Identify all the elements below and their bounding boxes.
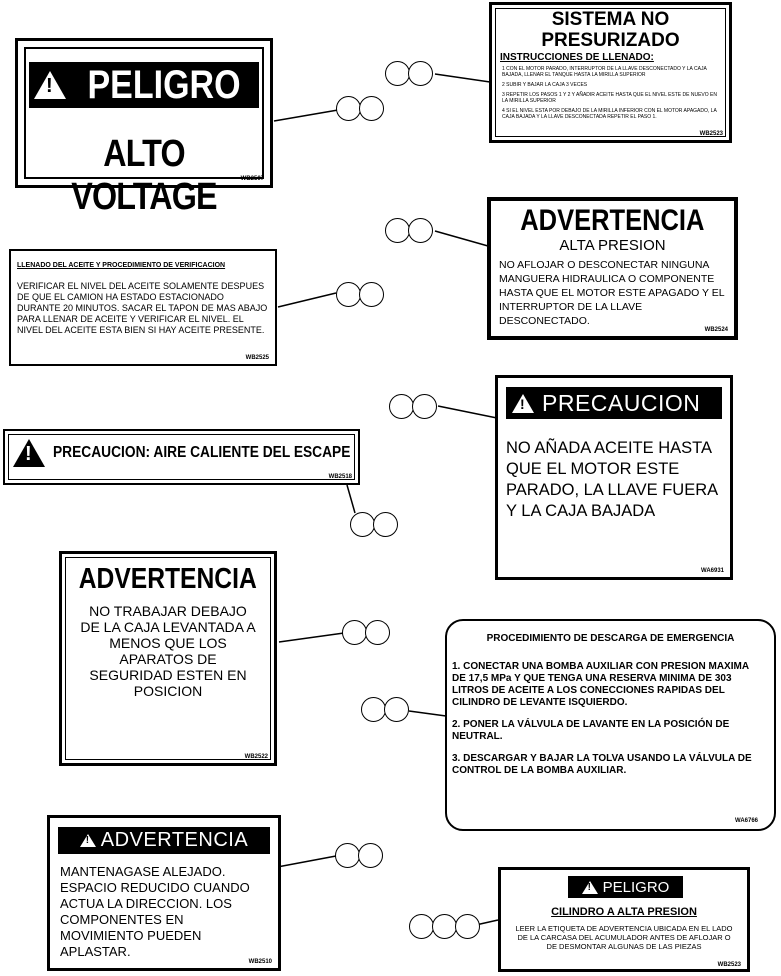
- decal-title: SISTEMA NO PRESURIZADO: [541, 9, 680, 51]
- steps-list: [452, 661, 764, 777]
- part-code: WB2523: [717, 962, 741, 968]
- decal-peligro-cilindro: [498, 867, 750, 972]
- callout-balloon: [385, 61, 431, 86]
- decal-advertencia-alta-presion: [487, 197, 738, 340]
- decal-title: LLENADO DEL ACEITE Y PROCEDIMIENTO DE VERIFICACION: [17, 262, 226, 269]
- warning-triangle-icon: [582, 881, 598, 894]
- callout-balloon: [385, 218, 431, 243]
- part-code: WB2507: [240, 176, 264, 182]
- callout-balloon: [335, 843, 381, 868]
- step-item: 4 SI EL NIVEL ESTA POR DEBAJO DE LA MIRILLA INFERIOR CON EL MOTOR APAGADO, LA CAJA BAJADA Y LA LLAVE DESCONECTADA REPETIR EL PASO 1.: [502, 108, 717, 120]
- decal-llenado-aceite: [9, 249, 277, 366]
- callout-balloon: [342, 620, 388, 645]
- decal-peligro-alto-voltage: [15, 38, 273, 218]
- decal-title: PROCEDIMIENTO DE DESCARGA DE EMERGENCIA: [486, 633, 735, 644]
- part-code: WB2523: [699, 131, 723, 137]
- decal-body: MANTENAGASE ALEJADO. ESPACIO REDUCIDO CUANDO ACTUA LA DIRECCION. LOS COMPONENTES EN MOVIMIENTO PUEDEN APLASTAR.: [60, 864, 250, 959]
- decal-subtitle: INSTRUCCIONES DE LLENADO:: [500, 52, 654, 63]
- warning-triangle-icon: [512, 394, 534, 413]
- callout-balloon: [336, 282, 382, 307]
- step-item: 1. CONECTAR UNA BOMBA AUXILIAR CON PRESION MAXIMA DE 17,5 MPa Y QUE TENGA UNA RESERVA MINIMA DE 303 LITROS DE ACEITE A LOS CONECCIONES RAPIDAS DEL CILINDRO DE LEVANTE ISQUIERDO.: [452, 661, 749, 708]
- callout-balloon: [336, 96, 382, 121]
- decal-advertencia-direccion: [47, 815, 281, 971]
- part-code: WA6766: [734, 818, 758, 824]
- decal-body: NO AÑADA ACEITE HASTA QUE EL MOTOR ESTE PARADO, LA LLAVE FUERA Y LA CAJA BAJADA: [506, 439, 718, 520]
- decal-row: ! PRECAUCION: AIRE CALIENTE DEL ESCAPE: [13, 439, 352, 467]
- decal-sistema-no-presurizado: [489, 2, 732, 143]
- decal-header: ADVERTENCIA: [78, 563, 258, 595]
- caution-header: ! PRECAUCION: [506, 387, 722, 419]
- warning-triangle-icon: [34, 71, 66, 99]
- step-item: 3 REPETIR LOS PASOS 1 Y 2 Y AÑADIR ACEITE HASTA QUE EL NIVEL ESTE DE NUEVO EN LA MIRILLA SUPERIOR: [502, 92, 717, 104]
- step-item: 3. DESCARGAR Y BAJAR LA TOLVA USANDO LA VÁLVULA DE CONTROL DE LA BOMBA AUXILIAR.: [452, 753, 752, 776]
- decal-body: NO TRABAJAR DEBAJO DE LA CAJA LEVANTADA A MENOS QUE LOS APARATOS DE SEGURIDAD ESTEN EN POSICION: [80, 603, 256, 699]
- step-item: 1 CON EL MOTOR PARADO, INTERRUPTOR DE LA LLAVE DESCONECTADO Y LA CAJA BAJADA, LLENAR EL TANQUE HASTA LA MIRILLA SUPERIOR: [502, 66, 707, 78]
- warning-triangle-icon: [80, 834, 96, 847]
- decal-header: ADVERTENCIA: [520, 204, 705, 237]
- step-item: 2 SUBIR Y BAJAR LA CAJA 3 VECES: [502, 82, 588, 88]
- decal-body: ALTO VOLTAGE: [71, 133, 217, 218]
- decal-subtitle: CILINDRO A ALTA PRESION: [551, 906, 697, 918]
- callout-balloon: [361, 697, 407, 722]
- decal-body: LEER LA ETIQUETA DE ADVERTENCIA UBICADA EN EL LADO DE LA CARCASA DEL ACUMULADOR ANTES DE AFLOJAR O DE DESMONTAR ALGUNAS DE LAS PIEZAS: [515, 924, 733, 951]
- decal-procedimiento-emergencia: [445, 619, 776, 831]
- callout-balloon-triple: [409, 914, 478, 939]
- part-code: WB2524: [704, 327, 728, 333]
- danger-header: ! PELIGRO: [568, 876, 683, 898]
- decal-body: NO AFLOJAR O DESCONECTAR NINGUNA MANGUERA HIDRAULICA O COMPONENTE HASTA QUE EL MOTOR ESTE APAGADO Y EL INTERRUPTOR DE LA LLAVE DESCONECTADO.: [499, 259, 725, 327]
- callout-balloon: [350, 512, 396, 537]
- part-code: WB2522: [244, 754, 268, 760]
- part-code: WA6931: [700, 568, 724, 574]
- decal-subheader: ALTA PRESION: [559, 237, 666, 254]
- decal-precaucion-aceite: [495, 375, 733, 580]
- step-item: 2. PONER LA VÁLVULA DE LAVANTE EN LA POSICIÓN DE NEUTRAL.: [452, 719, 730, 742]
- part-code: WB2525: [245, 355, 269, 361]
- part-code: WB2510: [248, 959, 272, 965]
- decal-body: VERIFICAR EL NIVEL DEL ACEITE SOLAMENTE DESPUES DE QUE EL CAMION HA ESTADO ESTACIONADO DURANTE 20 MINUTOS. SACAR EL TAPON DE MAS ABAJO PARA LLENAR DE ACEITE Y VERIFICAR EL NIVEL. EL NIVEL DEL ACEITE ESTA BIEN SI HAY ACEITE PRESENTE.: [17, 281, 268, 335]
- danger-header: ! PELIGRO: [29, 62, 259, 108]
- warning-header: ! ADVERTENCIA: [58, 827, 270, 854]
- decal-advertencia-caja: [59, 551, 277, 766]
- warning-triangle-icon: [13, 439, 45, 467]
- decal-precaucion-escape: [3, 429, 360, 485]
- part-code: WB2518: [328, 474, 352, 480]
- callout-balloon: [389, 394, 435, 419]
